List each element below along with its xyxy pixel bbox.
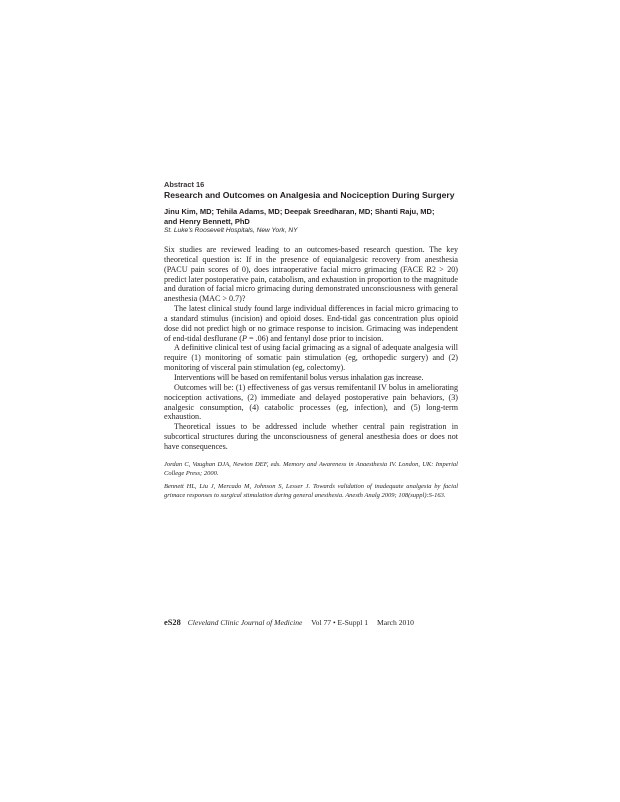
abstract-block [164, 180, 458, 504]
volume-info: Vol 77 • E-Suppl 1 [311, 618, 369, 627]
body-paragraph-4: Interventions will be based on remifentanil bolus versus inhalation gas increase. [174, 372, 424, 382]
page-footer [164, 618, 414, 628]
body-paragraph-2-text-a: The latest clinical study found large individual differences in facial micro grimacing to a standard stimulus (incision) and opioid doses. End-tidal gas concentration plus opioid dose did not predict high or no grimace response to incision. Grimacing was independent of end-tidal desflurane ( [164, 304, 458, 343]
body-paragraph-5: Outcomes will be: (1) effectiveness of gas versus remifentanil IV bolus in ameliorating nociception activations, (2) immediate and delayed postoperative pain behaviors, (3) analgesic consumption, (4) catabolic processes (eg, infection), and (5) long-term exhaustion. [164, 382, 458, 422]
abstract-number: Abstract 16 [164, 180, 205, 189]
authors-line-1: Jinu Kim, MD; Tehila Adams, MD; Deepak Sreedharan, MD; Shanti Raju, MD; [164, 207, 435, 216]
p-value-symbol: P [241, 333, 247, 343]
abstract-title: Research and Outcomes on Analgesia and Nociception During Surgery [164, 190, 455, 200]
author-list [164, 207, 458, 226]
issue-date: March 2010 [377, 618, 414, 627]
reference-1: Jordan C, Vaughan DJA, Newton DEF, eds. Memory and Awareness in Anaesthesia IV. London, UK: Imperial College Press; 2000. [164, 460, 458, 477]
journal-name: Cleveland Clinic Journal of Medicine [187, 618, 303, 627]
body-paragraph-1: Six studies are reviewed leading to an outcomes-based research question. The key theoretical question is: If in the presence of equianalgesic recovery from anesthesia (PACU pain scores of 0), does intraoperative facial micro grimacing (FACE R2 > 20) predict later postoperative pain, catabolism, and exhaustion in proportion to the magnitude and duration of facial micro grimacing during demonstrated unconsciousness with general anesthesia (MAC > 0.7)? [164, 245, 458, 304]
abstract-body [164, 245, 458, 452]
body-paragraph-3: A definitive clinical test of using facial grimacing as a signal of adequate analgesia will require (1) monitoring of somatic pain stimulation (eg, orthopedic surgery) and (2) monitoring of visceral pain stimulation (eg, colectomy). [164, 343, 458, 373]
page-number: eS28 [164, 618, 181, 627]
reference-2: Bennett HL, Liu J, Mercado M, Johnson S, Lesser J. Towards validation of inadequate analgesia by facial grimace responses to surgical stimulation during general anesthesia. Anesth Analg 2009; 108(suppl):S-163. [164, 482, 458, 499]
body-paragraph-2-text-b: = .06) and fentanyl dose prior to incision. [246, 333, 384, 343]
body-paragraph-2 [164, 304, 458, 343]
reference-list [164, 460, 458, 500]
body-paragraph-6: Theoretical issues to be addressed include whether central pain registration in subcortical structures during the unconsciousness of general anesthesia does or does not have consequences. [164, 422, 458, 451]
affiliation: St. Luke’s Roosevelt Hospitals, New York, NY [164, 227, 298, 234]
authors-line-2: and Henry Bennett, PhD [164, 216, 250, 226]
